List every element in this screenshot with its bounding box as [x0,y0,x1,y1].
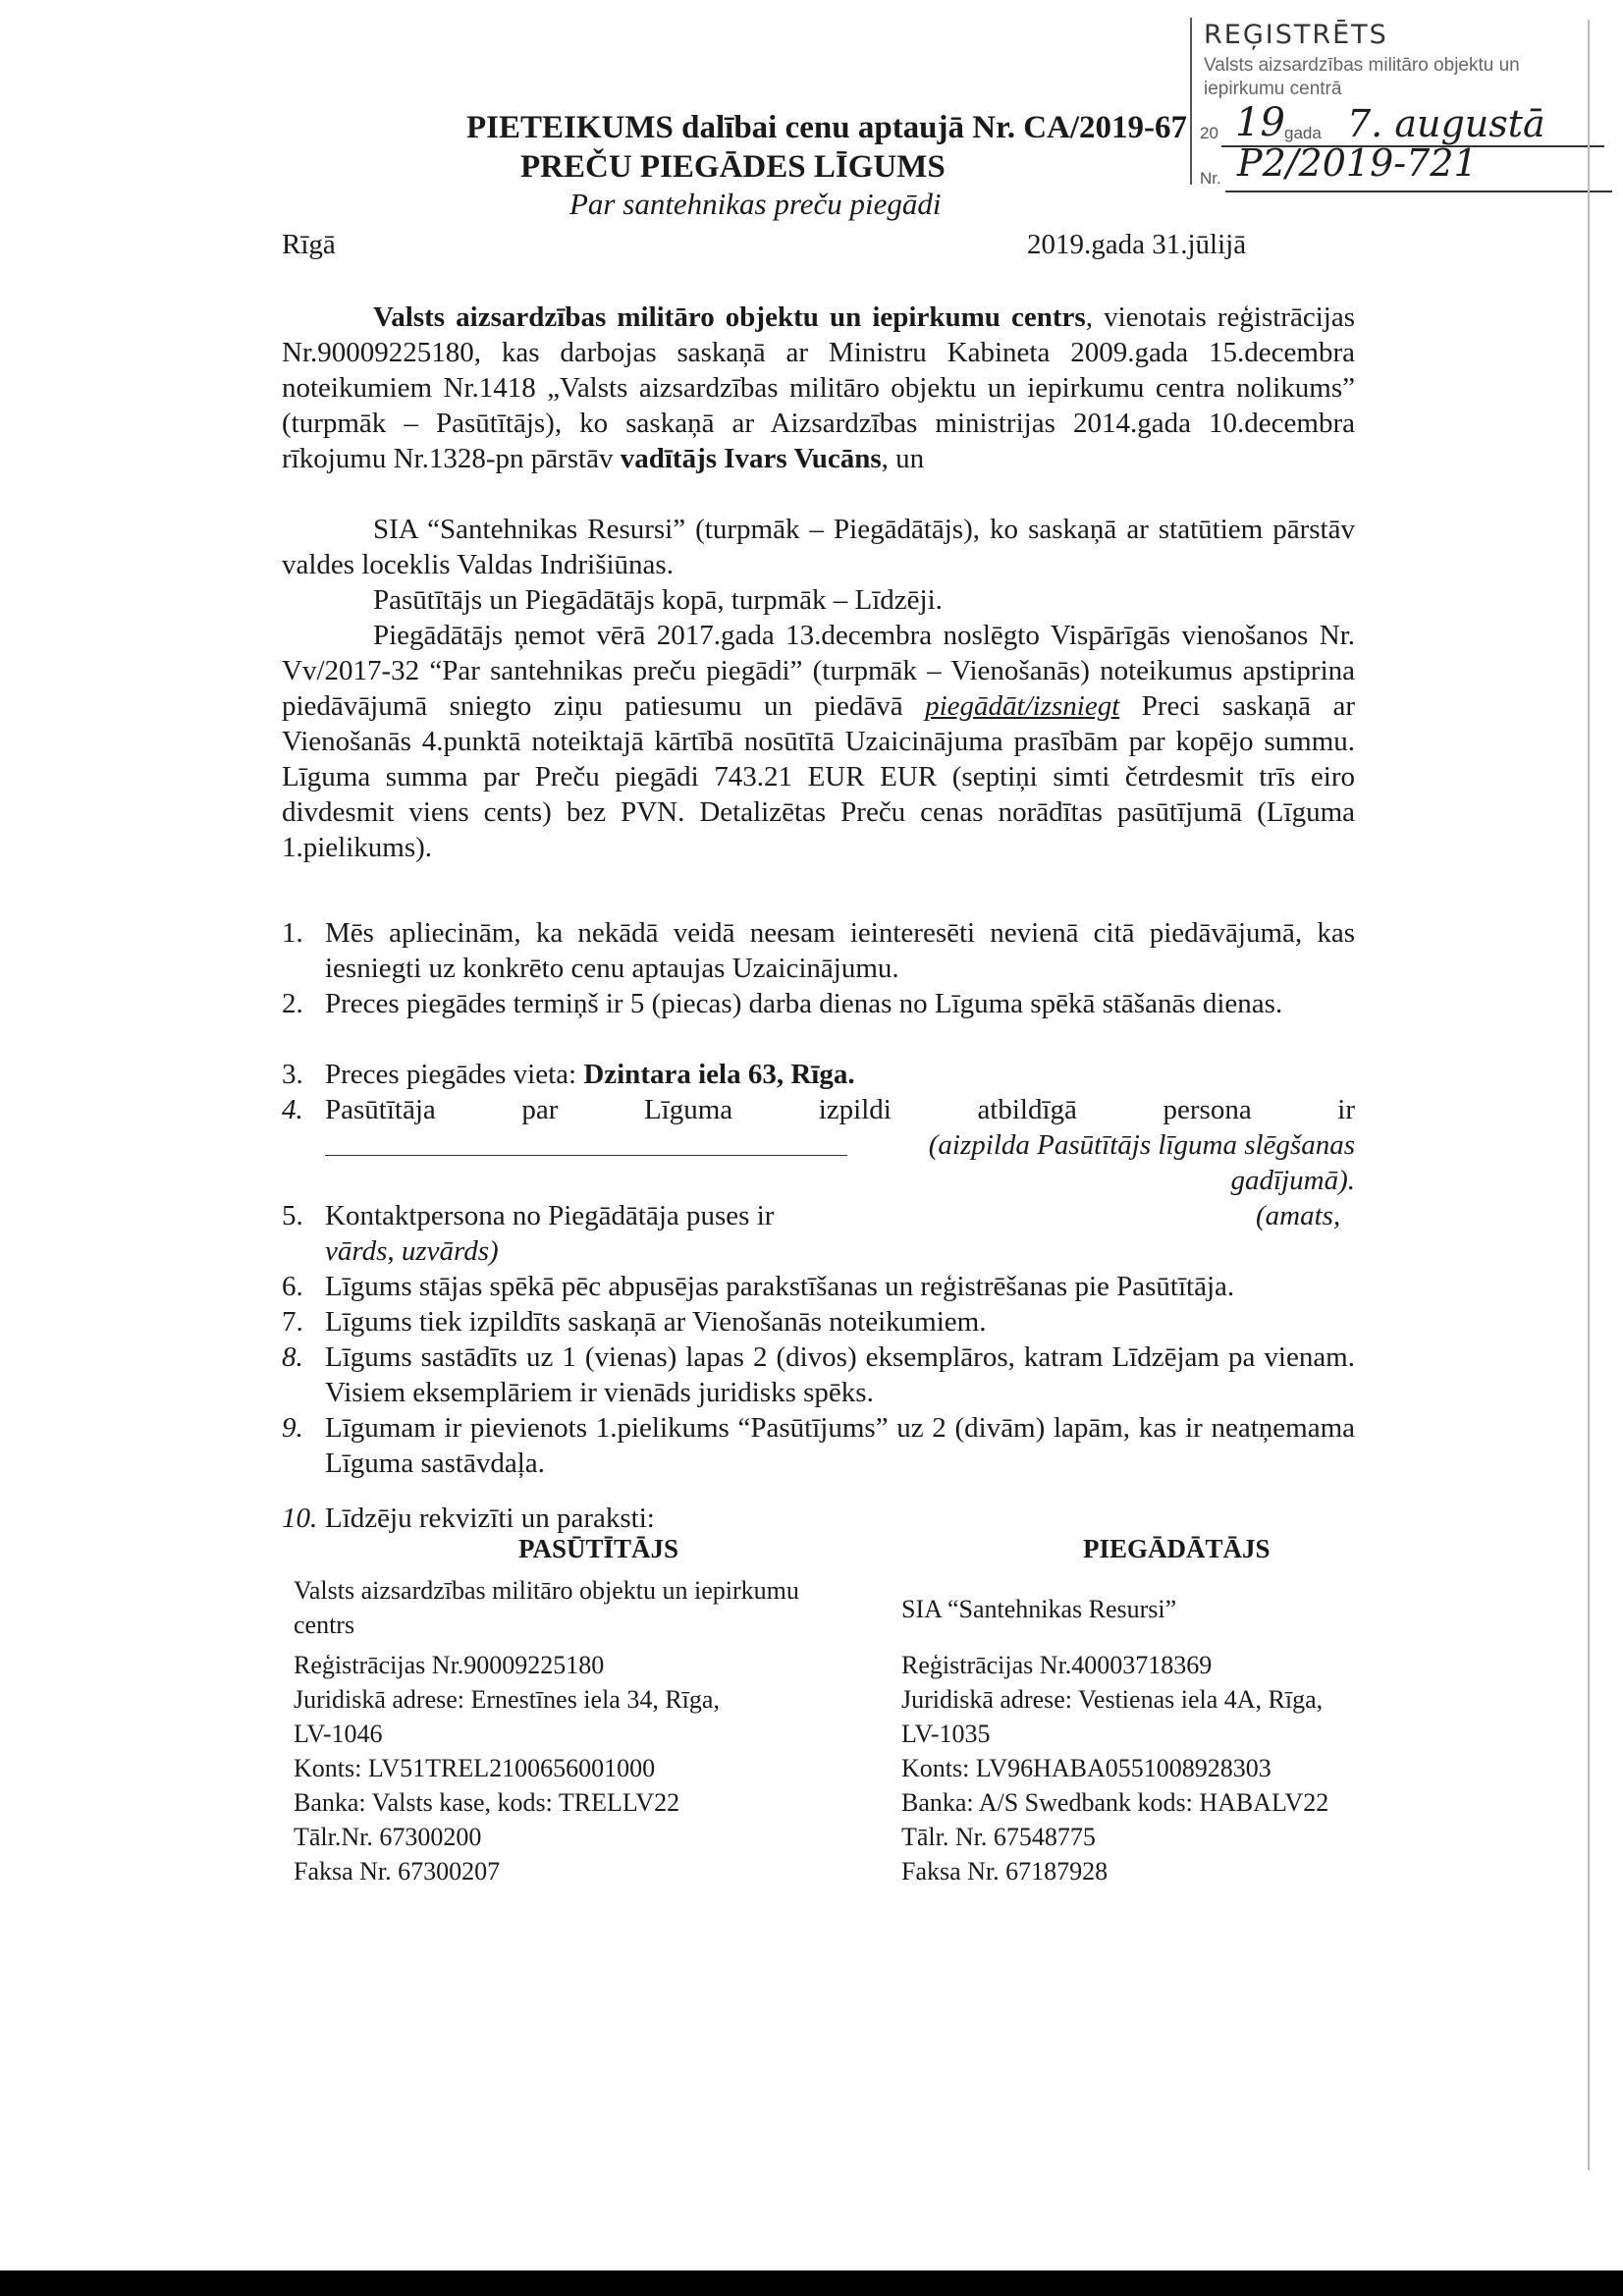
stamp-nr-underline [1225,191,1612,192]
intro-paragraph-1-text: , vienotais reģistrācijas Nr.90009225180, kas darbojas saskaņā ar Ministru Kabineta 2009.gada 15.decembra noteikumiem Nr.1418 „Valsts aizsardzības militāro objektu un iepirkumu centra nolikums” (turpmāk – Pasūtītājs), ko saskaņā ar Aizsardzības ministrijas 2014.gada 10.decembra rīkojumu Nr.1328-pn pārstāv [282,301,1355,474]
intro-paragraph-4-italic: piegādāt/izsniegt [925,690,1120,722]
supplier-detail-line: SIA “Santehnikas Resursi” [901,1595,1177,1623]
stamp-nr-handwritten: P2/2019-721 [1237,141,1478,185]
customer-detail-line: Reģistrācijas Nr.90009225180 [294,1651,605,1679]
list-item-number: 6. [282,1271,303,1302]
list-item-text: Līdzēju rekvizīti un paraksti: [325,1503,655,1534]
list-item-number: 8. [282,1341,303,1373]
supplier-heading: PIEGĀDĀTĀJS [1083,1534,1271,1563]
list-item-text: Līgums sastādīts uz 1 (vienas) lapas 2 (divos) eksemplāros, katram Līdzējam pa vienam. Visiem eksemplāriem ir vienāds juridisks spēks. [325,1341,1355,1408]
list-item-text: Preces piegādes termiņš ir 5 (piecas) darba dienas no Līguma spēkā stāšanās dienas. [325,988,1283,1019]
delivery-place-label: Preces piegādes vieta: [325,1059,584,1090]
intro-paragraph-2: SIA “Santehnikas Resursi” (turpmāk – Piegādātājs), ko saskaņā ar statūtiem pārstāv valdes loceklis Valdas Indrišiūnas. [282,514,1355,580]
list-item-number: 2. [282,988,303,1019]
list-item-number: 5. [282,1200,303,1231]
scan-bottom-edge [0,2270,1623,2296]
customer-details [294,1573,902,1888]
list-item-text: Kontaktpersona no Piegādātāja puses ir [325,1200,775,1231]
page-right-edge [1588,20,1590,2170]
customer-detail-line: Juridiskā adrese: Ernestīnes iela 34, Rīga, [294,1685,720,1714]
stamp-nr-label: Nr. [1200,169,1221,188]
list-item-note: (aizpilda Pasūtītājs līguma slēgšanas gadījumā). [928,1129,1355,1196]
supplier-detail-line: Juridiskā adrese: Vestienas iela 4A, Rīga, [901,1685,1324,1714]
stamp-nr-line [1200,141,1612,194]
customer-detail-line: Faksa Nr. 67300207 [294,1857,501,1886]
stamp-date-gada: gada [1284,124,1322,142]
list-item-note [325,1198,1355,1269]
document-title: PIETEIKUMS dalībai cenu aptaujā Nr. CA/2019-67 [466,110,1188,145]
supplier-detail-line: Tālr. Nr. 67548775 [901,1823,1096,1851]
list-item-number: 10. [282,1503,318,1534]
intro-paragraph-1 [282,300,1355,476]
list-item-number: 4. [282,1094,303,1125]
intro-paragraph-3: Pasūtītājs un Piegādātājs kopā, turpmāk – Līdzēji. [373,584,943,616]
stamp-date-prefix: 20 [1200,124,1218,142]
customer-representative: vadītājs Ivars Vucāns [620,443,882,474]
intro-paragraph-4-rest: Preci saskaņā ar Vienošanās 4.punktā noteiktajā kārtībā nosūtītā Uzaicinājuma prasībām par kopējo summu. Līguma summa par Preču piegādi 743.21 EUR EUR (septiņi simti četrdesmit trīs eiro divdesmit viens cents) bez PVN. Detalizētas Preču cenas norādītas pasūtījumā (Līguma 1.pielikums). [282,690,1355,863]
customer-detail-line: Valsts aizsardzības militāro objektu un iepirkumu [294,1576,799,1605]
list-item-number: 7. [282,1306,303,1338]
list-item-number: 3. [282,1059,303,1090]
responsible-person-blank [325,1155,847,1156]
contract-title: PREČU PIEGĀDES LĪGUMS [520,149,946,185]
contact-person-note: (amats, vārds, uzvārds) [325,1200,1341,1267]
supplier-detail-line: LV-1035 [901,1720,991,1748]
list-item-number: 1. [282,917,303,949]
customer-name: Valsts aizsardzības militāro objektu un iepirkumu centrs [373,301,1086,333]
contract-subtitle: Par santehnikas preču piegādi [569,187,942,221]
supplier-details [901,1592,1451,1888]
customer-heading: PASŪTĪTĀJS [518,1534,679,1563]
list-item-text: Līgums stājas spēkā pēc abpusējas parakstīšanas un reģistrēšanas pie Pasūtītāja. [325,1271,1235,1302]
intro-paragraph-1-end: , un [881,443,925,474]
intro-paragraph-4-text: Piegādātājs ņemot vērā 2017.gada 13.decembra noslēgto Vispārīgās vienošanos Nr. Vv/2017-32 “Par santehnikas preču piegādi” (turpmāk – Vienošanās) noteikumus apstiprina piedāvājumā sniegto ziņu patiesumu un piedāvā [282,620,1355,722]
supplier-detail-line: Banka: A/S Swedbank kods: HABALV22 [901,1788,1329,1817]
stamp-date-year: 19 [1235,100,1285,145]
list-item-text: Mēs apliecinām, ka nekādā veidā neesam ieinteresēti nevienā citā piedāvājumā, kas iesniegti uz konkrēto cenu aptaujas Uzaicinājumu. [325,917,1355,984]
list-item-number: 9. [282,1412,303,1444]
supplier-detail-line: Konts: LV96HABA0551008928303 [901,1754,1271,1782]
customer-detail-line: Tālr.Nr. 67300200 [294,1823,482,1851]
customer-detail-line: centrs [294,1611,355,1639]
stamp-title: REĢISTRĒTS [1204,20,1388,50]
supplier-detail-line: Reģistrācijas Nr.40003718369 [901,1651,1213,1679]
intro-paragraph-4 [282,618,1355,865]
document-date: 2019.gada 31.jūlijā [1027,229,1247,260]
supplier-detail-line: Faksa Nr. 67187928 [901,1857,1109,1886]
list-item-text: Līgums tiek izpildīts saskaņā ar Vienošanās noteikumiem. [325,1306,987,1338]
stamp-organization: Valsts aizsardzības militāro objektu un iepirkumu centrā [1204,55,1520,99]
stamp-date-handwritten: 7. augustā [1347,102,1545,145]
customer-detail-line: Banka: Valsts kase, kods: TRELLV22 [294,1788,680,1817]
customer-detail-line: Konts: LV51TREL2100656001000 [294,1754,656,1782]
list-item-text: Līgumam ir pievienots 1.pielikums “Pasūtījums” uz 2 (divām) lapām, kas ir neatņemama Līguma sastāvdaļa. [325,1412,1355,1479]
delivery-place-address: Dzintara iela 63, Rīga. [583,1059,855,1090]
city: Rīgā [282,229,336,260]
list-item-text [325,1057,1355,1092]
list-item-text: Pasūtītāja par Līguma izpildi atbildīgā persona ir [325,1094,1355,1125]
customer-detail-line: LV-1046 [294,1720,383,1748]
list-item [282,1092,1355,1198]
